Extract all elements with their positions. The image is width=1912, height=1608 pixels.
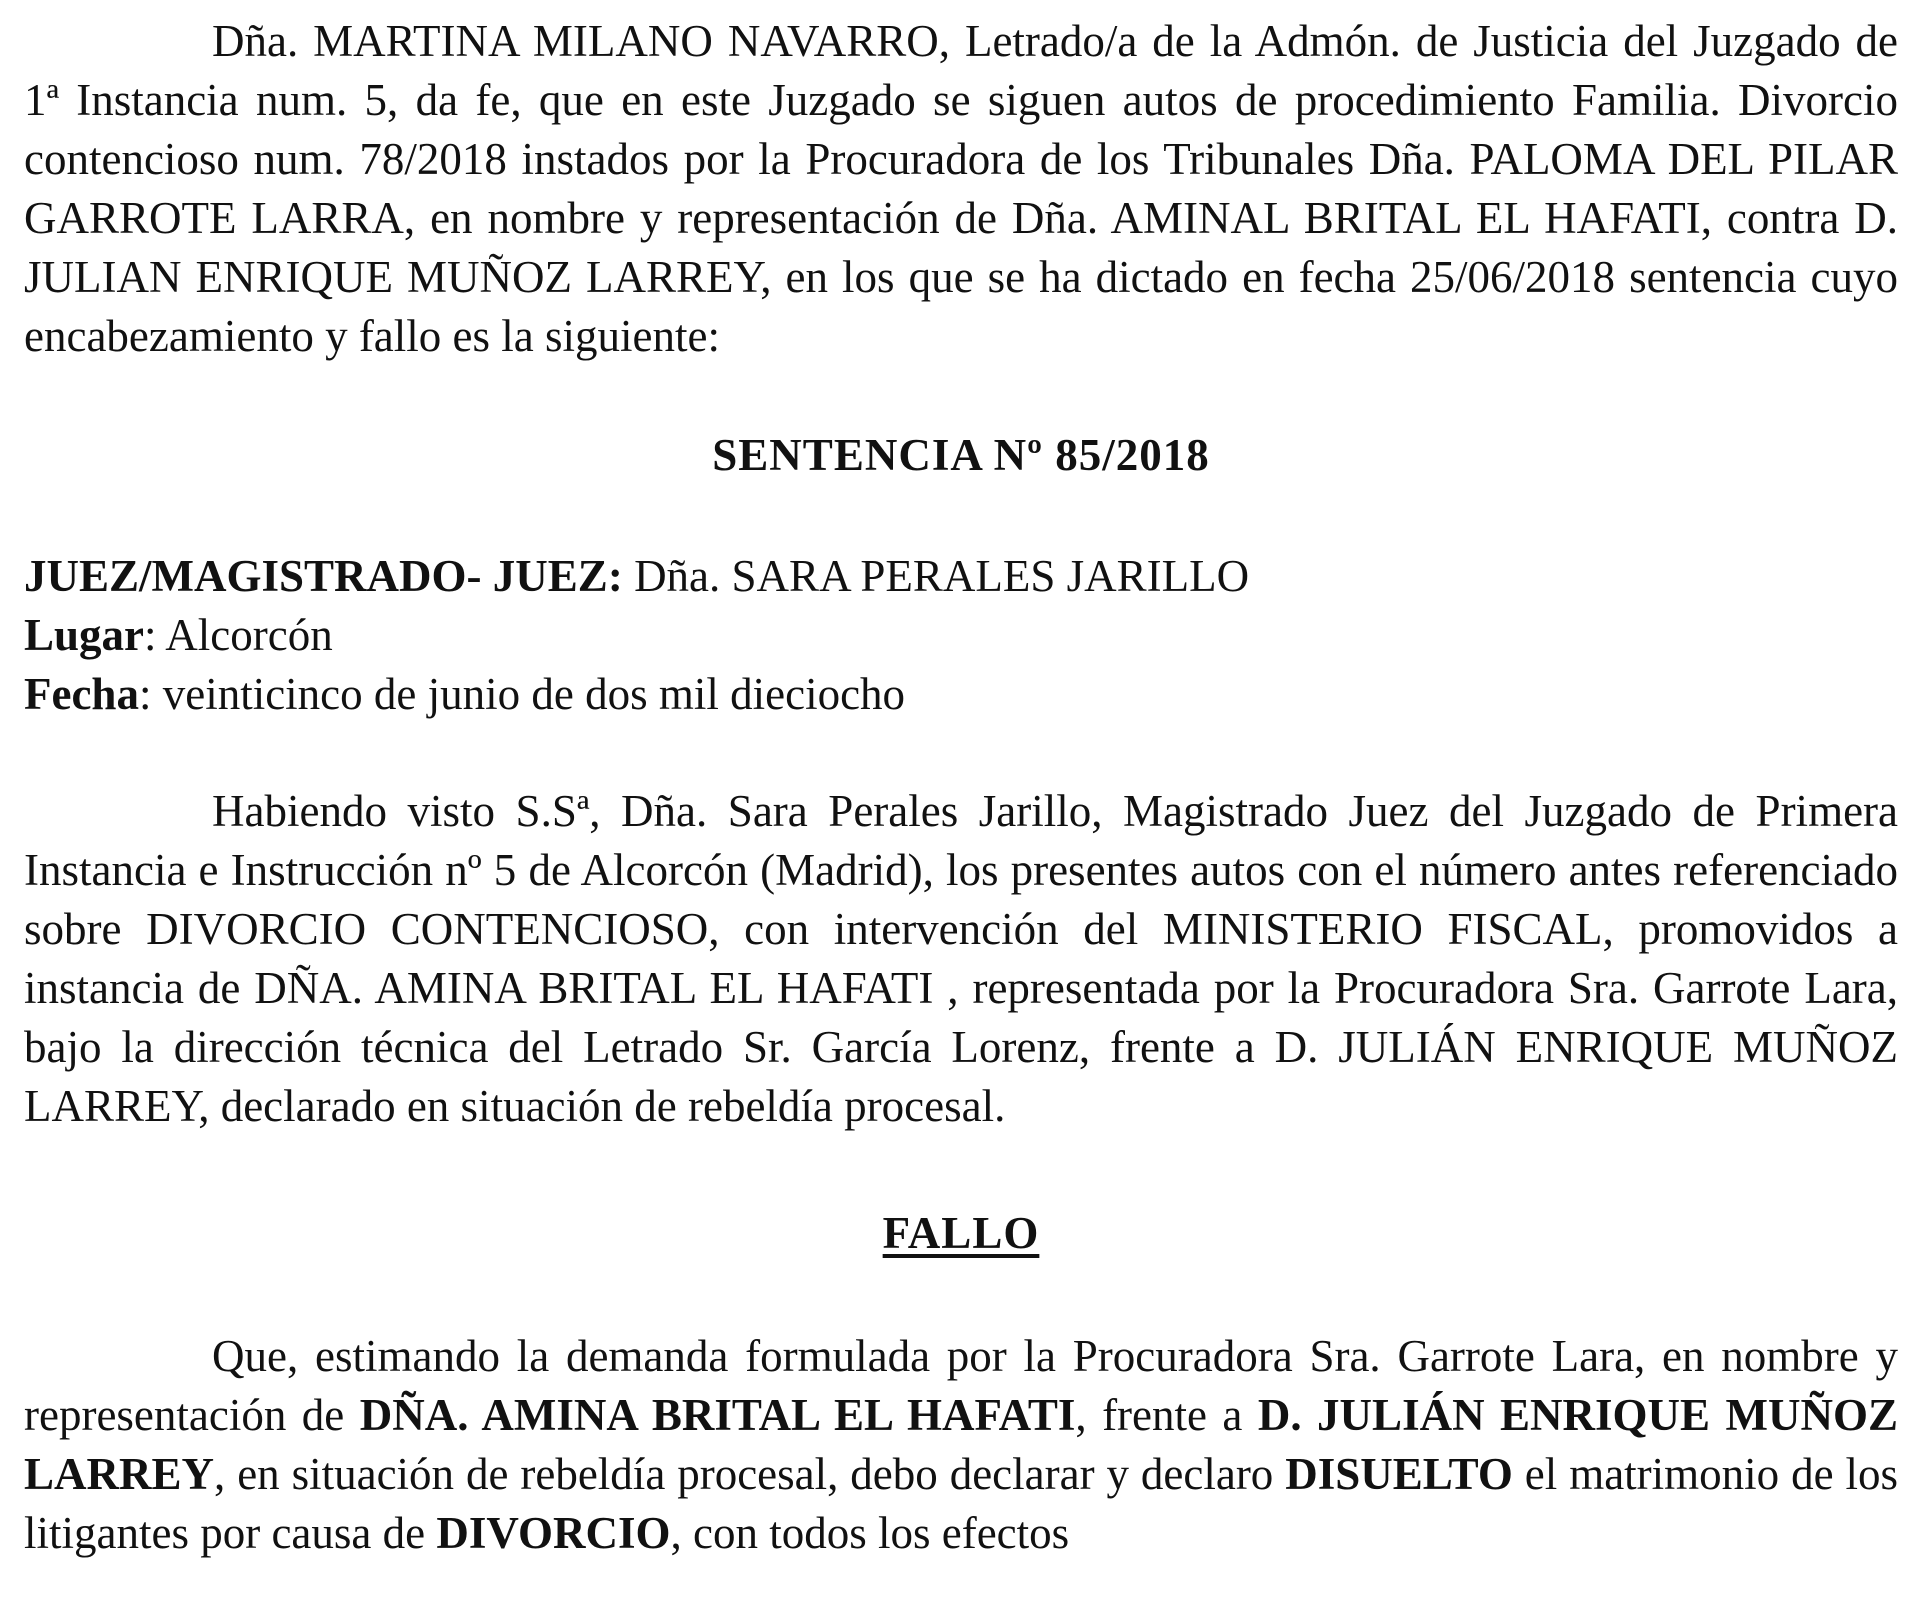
spacer <box>24 366 1898 426</box>
judge-value: Dña. SARA PERALES JARILLO <box>622 551 1250 601</box>
fallo-text-5: , con todos los efectos <box>670 1508 1070 1558</box>
date-line <box>24 665 1898 724</box>
fallo-bold-defendant: D. JULIÁN ENRIQUE MUÑOZ LARREY <box>24 1390 1898 1499</box>
intro-paragraph: Dña. MARTINA MILANO NAVARRO, Letrado/a de la Admón. de Justicia del Juzgado de 1ª Instancia num. 5, da fe, que en este Juzgado se siguen autos de procedimiento Familia. Divorcio contencioso num. 78/2018 instados por la Procuradora de los Tribunales Dña. PALOMA DEL PILAR GARROTE LARRA, en nombre y representación de Dña. AMINAL BRITAL EL HAFATI, contra D. JULIAN ENRIQUE MUÑOZ LARREY, en los que se ha dictado en fecha 25/06/2018 sentencia cuyo encabezamiento y fallo es la siguiente: <box>24 16 1898 361</box>
fallo-heading: FALLO <box>882 1208 1040 1258</box>
spacer <box>24 724 1898 782</box>
judge-label: JUEZ/MAGISTRADO- JUEZ: <box>24 551 623 601</box>
fallo-text-3: , en situación de rebeldía procesal, debo declarar y declaro <box>214 1449 1286 1499</box>
fallo-text-2: , frente a <box>1075 1390 1258 1440</box>
judge-line <box>24 547 1898 606</box>
spacer <box>24 485 1898 547</box>
sentencia-heading: SENTENCIA Nº 85/2018 <box>712 430 1210 480</box>
date-label: Fecha <box>24 669 139 719</box>
body-paragraph: Habiendo visto S.Sª, Dña. Sara Perales Jarillo, Magistrado Juez del Juzgado de Primera Instancia e Instrucción nº 5 de Alcorcón (Madrid), los presentes autos con el número antes referenciado sobre DIVORCIO CONTENCIOSO, con intervención del MINISTERIO FISCAL, promovidos a instancia de DÑA. AMINA BRITAL EL HAFATI , representada por la Procuradora Sra. Garrote Lara, bajo la dirección técnica del Letrado Sr. García Lorenz, frente a D. JULIÁN ENRIQUE MUÑOZ LARREY, declarado en situación de rebeldía procesal. <box>24 786 1898 1131</box>
fallo-bold-plaintiff: DÑA. AMINA BRITAL EL HAFATI <box>359 1390 1076 1440</box>
fallo-paragraph <box>24 1327 1898 1563</box>
fallo-text-4: el matrimonio de los litigantes por causa de <box>24 1449 1898 1558</box>
spacer <box>24 1136 1898 1204</box>
fallo-text-1: Que, estimando la demanda formulada por la Procuradora Sra. Garrote Lara, en nombre y representación de <box>24 1331 1898 1440</box>
place-label: Lugar <box>24 610 145 660</box>
place-value: : Alcorcón <box>144 610 333 660</box>
fallo-bold-disuelto: DISUELTO <box>1285 1449 1513 1499</box>
date-value: : veinticinco de junio de dos mil dieciocho <box>138 669 906 719</box>
spacer <box>24 1263 1898 1327</box>
fallo-bold-divorcio: DIVORCIO <box>436 1508 671 1558</box>
place-line <box>24 606 1898 665</box>
